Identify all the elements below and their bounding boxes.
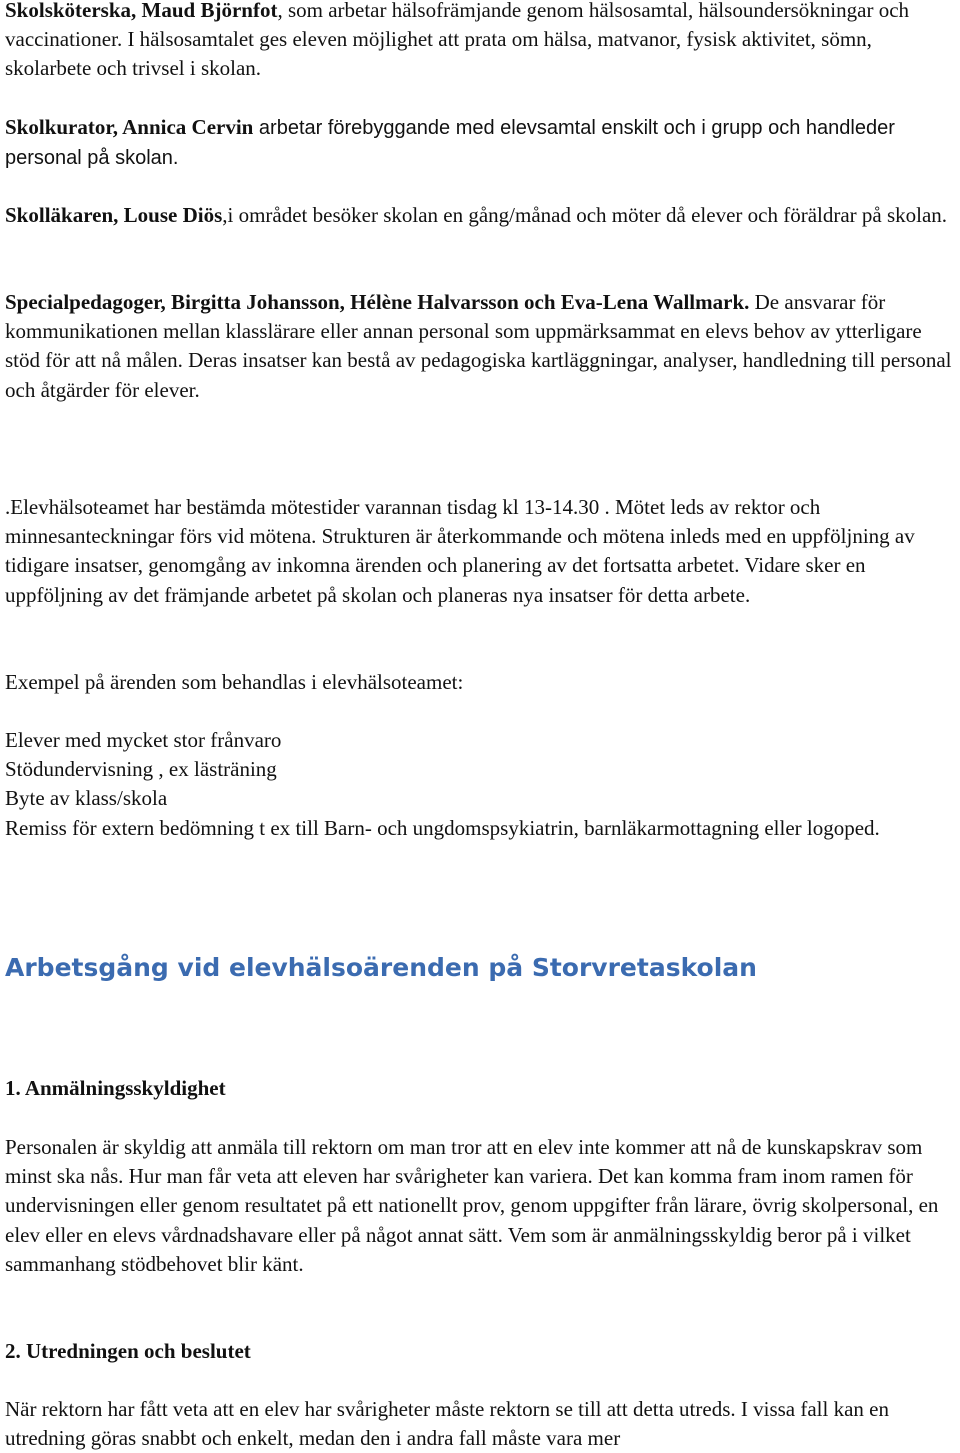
counselor-text: arbetar förebyggande med elevsamtal enskilt och i grupp och handleder personal på skolan. (5, 117, 895, 170)
list-item: Stödundervisning , ex lästräning (5, 757, 277, 782)
doctor-title: Skolläkaren, Louse Diös (5, 203, 223, 227)
nurse-title: Skolsköterska, Maud Björnfot (5, 0, 278, 22)
meetings-paragraph: .Elevhälsoteamet har bestämda mötestider varannan tisdag kl 13-14.30 . Mötet leds av rektor och minnesanteckningar förs vid mötena. Strukturen är återkommande och mötena inleds med en uppföljning av tidigare insatser, genomgång av inkomna ärenden och planering av det fortsatta arbetet. Vidare sker en uppföljning av det främjande arbetet på skolan och planeras nya insatser för detta arbete. (5, 495, 915, 607)
counselor-paragraph (5, 113, 960, 173)
subsection-1-title-text: 1. Anmälningsskyldighet (5, 1076, 226, 1100)
nurse-text: , som arbetar hälsofrämjande genom hälsosamtal, hälsoundersökningar och vaccinationer. I hälsosamtalet ges eleven möjlighet att prata om hälsa, matvanor, fysisk aktivitet, sömn, skolarbete och trivsel i skolan. (5, 0, 910, 81)
nurse-paragraph (5, 0, 960, 84)
subsection-2-text: När rektorn har fått veta att en elev har svårigheter måste rektorn se till att detta utreds. I vissa fall kan en utredning göras snabbt och enkelt, medan den i andra fall måste vara mer (5, 1397, 889, 1451)
list-item: Elever med mycket stor frånvaro (5, 728, 282, 752)
special-title: Specialpedagoger, Birgitta Johansson, Hélène Halvarsson och Eva-Lena Wallmark. (5, 290, 750, 314)
counselor-title: Skolkurator, Annica Cervin (5, 115, 254, 139)
section-heading: Arbetsgång vid elevhälsoärenden på Storvretaskolan (5, 953, 757, 982)
subsection-2-title-text: 2. Utredningen och beslutet (5, 1339, 251, 1363)
special-text: De ansvarar för kommunikationen mellan klasslärare eller annan personal som uppmärksammat en elevs behov av ytterligare stöd för att nå målen. Deras insatser kan bestå av pedagogiska kartläggningar, analyser, handledning till personal och åtgärder för elever. (5, 290, 952, 402)
subsection-1-title (5, 1074, 960, 1103)
list-item: Byte av klass/skola (5, 786, 168, 811)
special-paragraph (5, 288, 960, 405)
subsection-1-text: Personalen är skyldig att anmäla till rektorn om man tror att en elev inte kommer att nå de kunskapskrav som minst ska nås. Hur man får veta att eleven har svårigheter kan variera. Det kan komma fram inom ramen för undervisningen eller genom resultatet på ett nationellt prov, genom uppgifter från lärare, övrig skolpersonal, en elev eller en elevs vårdnadshavare eller på något annat sätt. Vem som är anmälningsskyldig beror på i vilket sammanhang stödbehovet blir känt. (5, 1135, 939, 1276)
doctor-paragraph (5, 201, 960, 230)
examples-intro: Exempel på ärenden som behandlas i elevhälsoteamet: (5, 670, 464, 694)
doctor-text: ,i området besöker skolan en gång/månad och möter då elever och föräldrar på skolan. (222, 203, 948, 227)
list-item: Remiss för extern bedömning t ex till Barn- och ungdomspsykiatrin, barnläkarmottagning eller logoped. (5, 815, 880, 840)
examples-list (5, 726, 960, 843)
subsection-2-title (5, 1337, 960, 1366)
